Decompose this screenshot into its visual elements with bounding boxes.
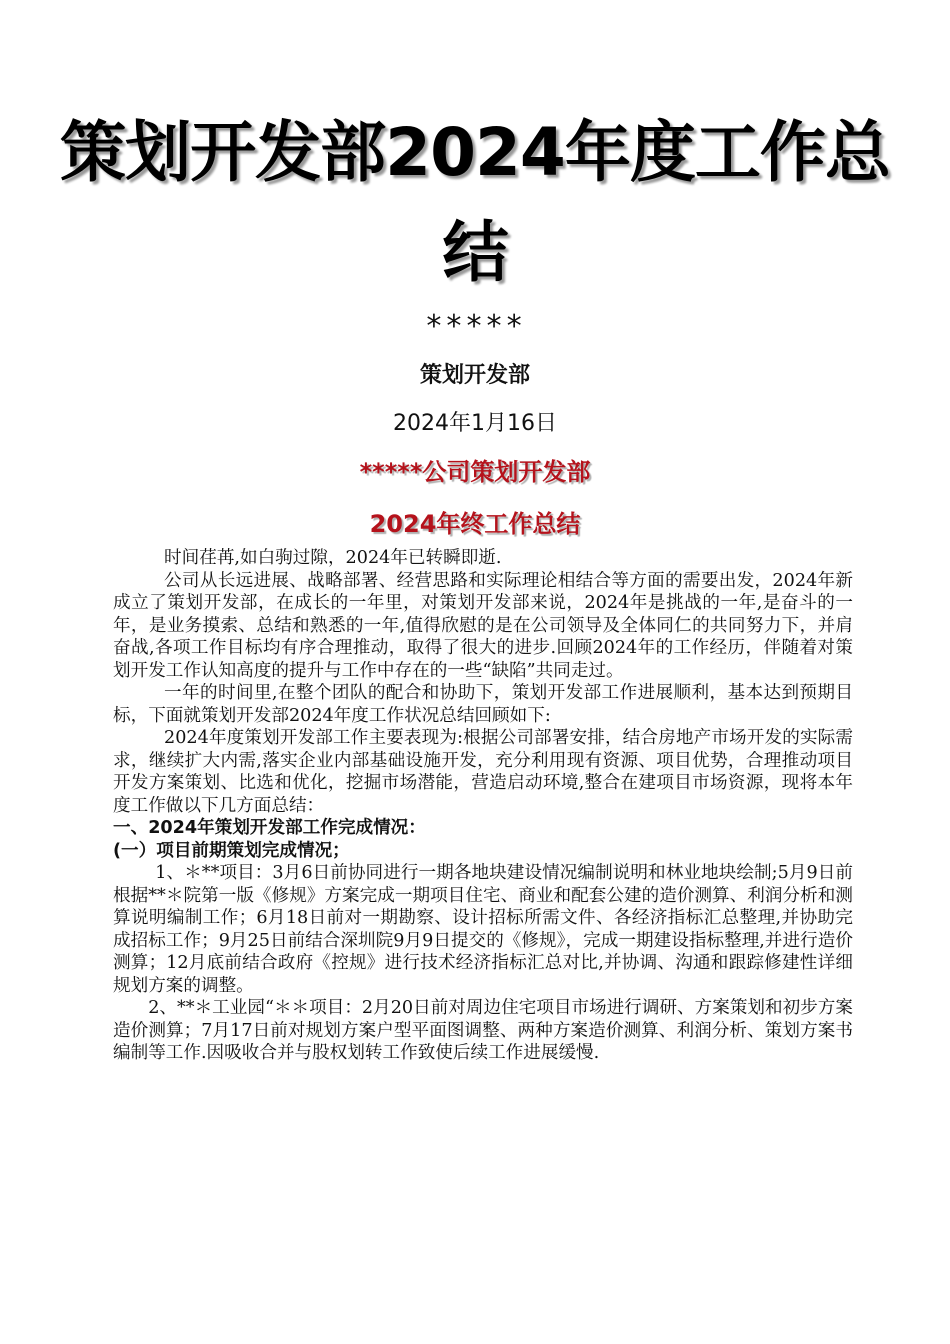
report-title-line-2: 2024年终工作总结 — [369, 510, 581, 538]
paragraph-overview: 一年的时间里,在整个团队的配合和协助下，策划开发部工作进展顺利，基本达到预期目标，下面就策划开发部2024年度工作状况总结回顾如下: — [113, 683, 853, 726]
department-name: 策划开发部 — [419, 363, 530, 388]
author-placeholder: ***** — [424, 309, 526, 344]
subsection-heading-1: (一）项目前期策划完成情况； — [113, 840, 350, 861]
section-heading-1: 一、2024年策划开发部工作完成情况： — [113, 818, 426, 838]
list-item-project-2: 2、**＊工业园“＊＊项目：2月20日前对周边住宅项目市场进行调研、方案策划和初步方案造价测算；7月17日前对规划方案户型平面图调整、两种方案造价测算、利润分析、策划方案书编制等工作.因吸收合并与股权划转工作致使后续工作进展缓慢. — [113, 998, 853, 1063]
list-item-project-1: 1、＊**项目：3月6日前协同进行一期各地块建设情况编制说明和林业地块绘制;5月9日前根据**＊院第一版《修规》方案完成一期项目住宅、商业和配套公建的造价测算、利润分析和测算说明编制工作；6月18日前对一期勘察、设计招标所需文件、各经济指标汇总整理,并协助完成招标工作；9月25日前结合深圳院9月9日提交的《修规》，完成一期建设指标整理,并进行造价测算；12月底前结合政府《控规》进行技术经济指标汇总对比,并协调、沟通和跟踪修建性详细规划方案的调整。 — [113, 863, 853, 996]
paragraph-background: 公司从长远进展、战略部署、经营思路和实际理论相结合等方面的需要出发，2024年新成立了策划开发部，在成长的一年里，对策划开发部来说，2024年是挑战的一年,是奋斗的一年，是业务摸索、总结和熟悉的一年,值得欣慰的是在公司领导及全体同仁的共同努力下，并肩奋战,各项工作目标均有序合理推动，取得了很大的进步.回顾2024年的工作经历，伴随着对策划开发工作认知高度的提升与工作中存在的一些“缺陷”共同走过。 — [113, 570, 853, 681]
paragraph-summary: 2024年度策划开发部工作主要表现为:根据公司部署安排，结合房地产市场开发的实际需求，继续扩大内需,落实企业内部基础设施开发，充分利用现有资源、项目优势，合理推动项目开发方案策划、比选和优化，挖掘市场潜能，营造启动环境,整合在建项目市场资源，现将本年度工作做以下几方面总结： — [113, 728, 853, 816]
document-body — [113, 547, 853, 1065]
document-title-line-1: 策划开发部2024年度工作总 — [60, 114, 890, 191]
report-title-line-1: *****公司策划开发部 — [359, 458, 591, 486]
paragraph-intro: 时间荏苒,如白驹过隙，2024年已转瞬即逝. — [164, 548, 502, 568]
document-title-line-2: 结 — [442, 214, 508, 291]
document-date: 2024年1月16日 — [393, 411, 557, 436]
